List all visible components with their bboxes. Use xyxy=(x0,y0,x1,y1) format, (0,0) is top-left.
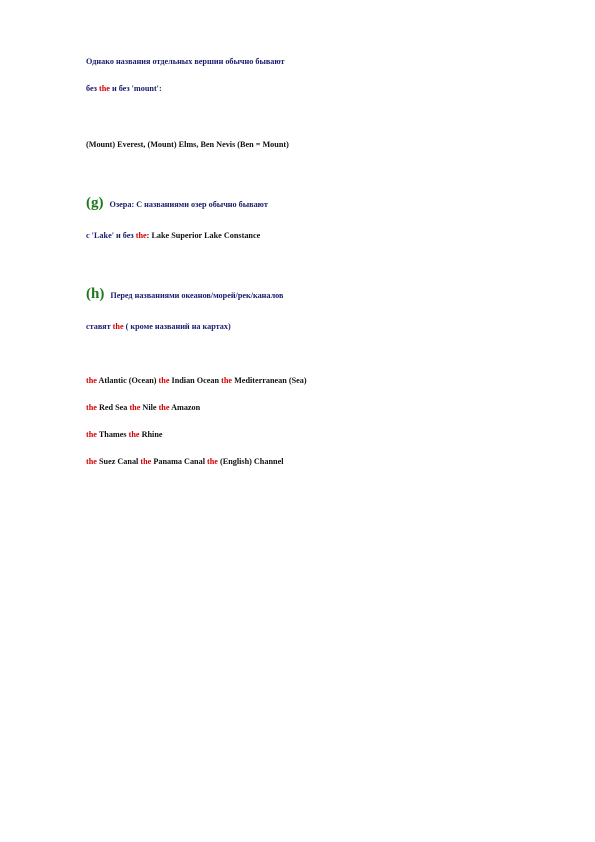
example-name: (English) Channel xyxy=(217,457,284,466)
example-row-seas-rivers xyxy=(86,403,200,412)
text-fragment: ставят xyxy=(86,322,113,331)
article-the: the xyxy=(158,403,170,412)
example-name: Suez Canal xyxy=(96,457,141,466)
text-line-peaks-intro xyxy=(86,57,285,66)
example-name: Rhine xyxy=(139,430,163,439)
example-name: Mediterranean (Sea) xyxy=(232,376,307,385)
text-fragment: и без 'mount': xyxy=(109,84,162,93)
example-name: Atlantic (Ocean) xyxy=(96,376,159,385)
text-fragment: с 'Lake' и без xyxy=(86,231,136,240)
article-the: the xyxy=(98,84,110,93)
section-g-heading xyxy=(86,195,268,212)
article-the: the xyxy=(112,322,124,331)
article-the: the xyxy=(86,457,97,466)
text-fragment: без xyxy=(86,84,97,93)
example-name: Red Sea xyxy=(96,403,130,412)
article-the: the xyxy=(86,430,97,439)
peak-examples-text: (Mount) Everest, (Mount) Elms, Ben Nevis (Ben = Mount) xyxy=(86,140,289,149)
article-the: the xyxy=(207,457,218,466)
section-h-heading xyxy=(86,286,283,303)
example-name: Panama Canal xyxy=(151,457,208,466)
text-line-use-the xyxy=(86,322,231,331)
example-name: Nile xyxy=(140,403,159,412)
lake-examples-text: : Lake Superior Lake Constance xyxy=(146,231,261,240)
article-the: the xyxy=(129,403,141,412)
article-the: the xyxy=(140,457,152,466)
text-line-peak-examples xyxy=(86,140,289,149)
section-letter-h: (h) xyxy=(86,286,105,302)
article-the: the xyxy=(128,430,140,439)
example-name: Indian Ocean xyxy=(169,376,222,385)
article-the: the xyxy=(158,376,170,385)
article-the: the xyxy=(135,231,147,240)
example-name: Amazon xyxy=(169,403,201,412)
peaks-intro-text: Однако названия отдельных вершин обычно бывают xyxy=(86,57,285,66)
example-name: Thames xyxy=(96,430,129,439)
example-row-rivers xyxy=(86,430,163,439)
article-the: the xyxy=(221,376,233,385)
section-g-text: Озера: С названиями озер обычно бывают xyxy=(109,200,268,209)
text-fragment: ( кроме названий на картах) xyxy=(123,322,231,331)
example-row-canals xyxy=(86,457,283,466)
article-the: the xyxy=(86,376,97,385)
text-line-lakes xyxy=(86,231,260,240)
example-row-oceans xyxy=(86,376,307,385)
section-letter-g: (g) xyxy=(86,195,104,211)
article-the: the xyxy=(86,403,97,412)
text-line-no-the-no-mount xyxy=(86,84,162,93)
section-h-text: Перед названиями океанов/морей/рек/каналов xyxy=(110,291,284,300)
